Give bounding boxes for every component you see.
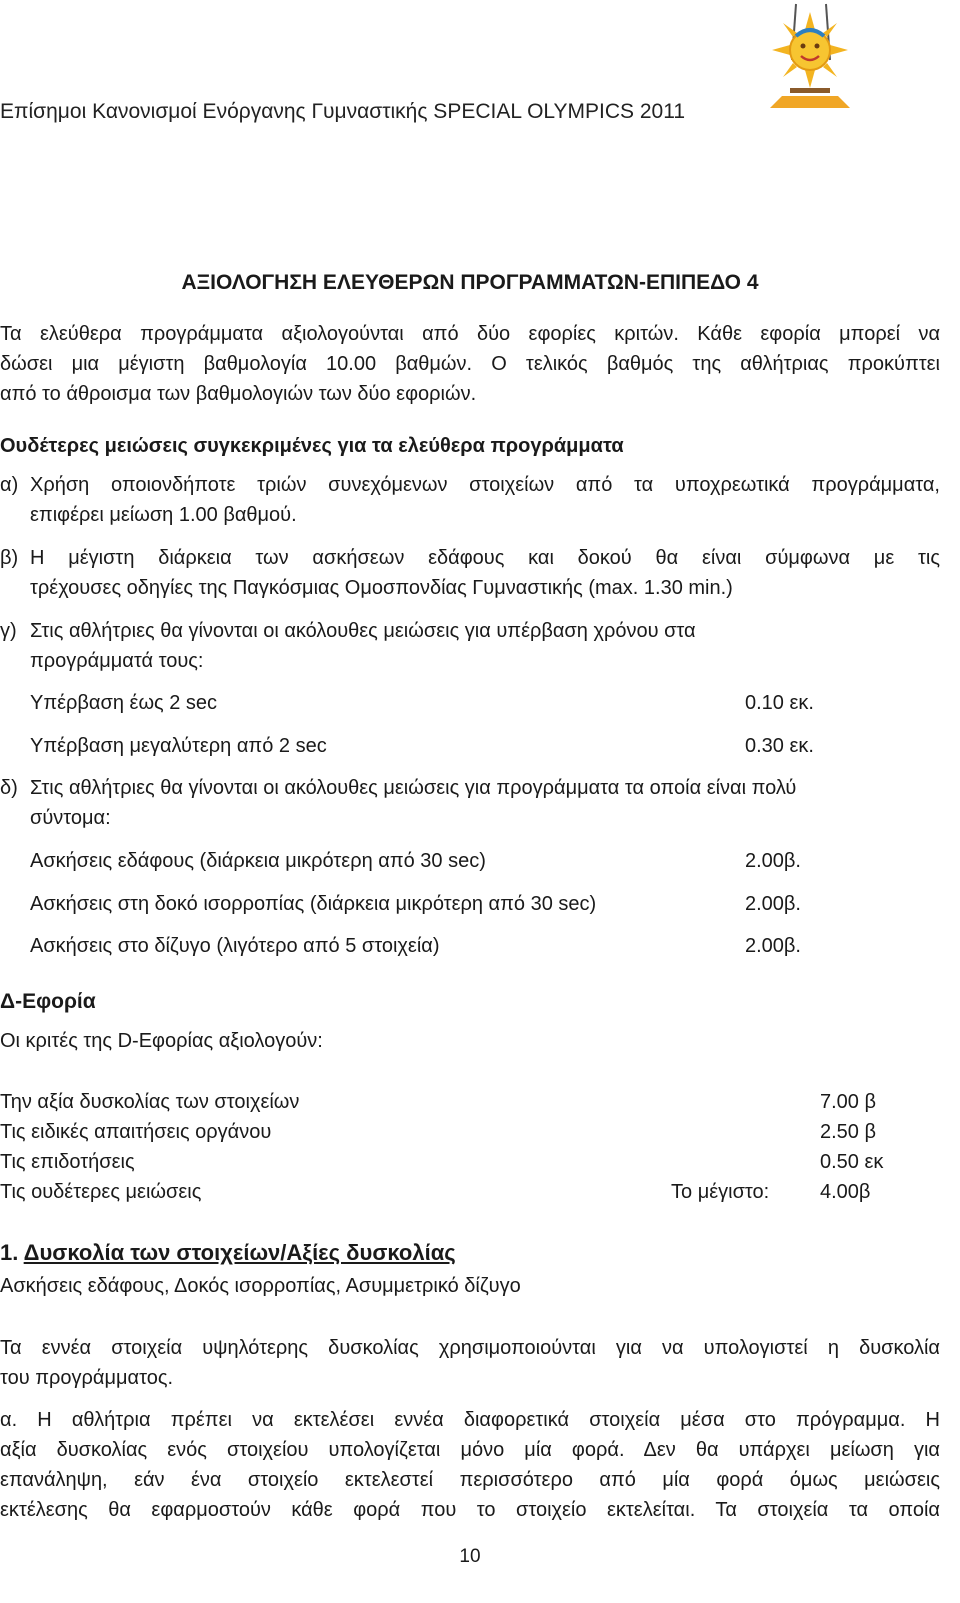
item-d-marker: δ) [0,777,18,799]
item-b-line-2: τρέχουσες οδηγίες της Παγκόσμιας Ομοσπονδίας Γυμναστικής (max. 1.30 min.) [30,577,733,599]
d-panel-row-value: 4.00β [820,1181,871,1203]
d-panel-row-label: Τις ουδέτερες μειώσεις [0,1181,202,1203]
section-1-para-line-1: Τα εννέα στοιχεία υψηλότερης δυσκολίας χρησιμοποιούνται για να υπολογιστεί η δυσκολία [0,1337,940,1359]
d-panel-row-value: 7.00 β [820,1091,876,1113]
d-panel-intro: Οι κριτές της D-Εφορίας αξιολογούν: [0,1030,323,1052]
page-title: ΑΞΙΟΛΟΓΗΣΗ ΕΛΕΥΘΕΡΩΝ ΠΡΟΓΡΑΜΜΑΤΩΝ-ΕΠΙΠΕΔΟ 4 [181,271,759,294]
short-program-row-value: 2.00β. [745,935,801,957]
section-1-subheading: Ασκήσεις εδάφους, Δοκός ισορροπίας, Ασυμμετρικό δίζυγο [0,1275,521,1297]
overtime-row-label: Υπέρβαση μεγαλύτερη από 2 sec [30,735,327,757]
overtime-row-value: 0.30 εκ. [745,735,814,757]
item-d-line-2: σύντομα: [30,807,111,829]
section-1-title: Δυσκολία των στοιχείων/Αξίες δυσκολίας [23,1240,456,1265]
short-program-row-label: Ασκήσεις εδάφους (διάρκεια μικρότερη από 30 sec) [30,850,486,872]
d-panel-row-label: Την αξία δυσκολίας των στοιχείων [0,1091,300,1113]
section-1-item-line-3: επανάληψη, εάν ένα στοιχείο εκτελεστεί περισσότερο από μία φορά όμως μειώσεις [0,1469,940,1491]
section-1-item-line-1: α. Η αθλήτρια πρέπει να εκτελέσει εννέα διαφορετικά στοιχεία μέσα στο πρόγραμμα. Η [0,1409,940,1431]
item-a-line-2: επιφέρει μείωση 1.00 βαθμού. [30,504,297,526]
item-d-line-1: Στις αθλήτριες θα γίνονται οι ακόλουθες μειώσεις για προγράμματα τα οποία είναι πολύ [30,777,797,799]
section-1-item-line-4: εκτέλεσης θα εφαρμοστούν κάθε φορά που το στοιχείο εκτελείται. Τα στοιχεία τα οποία [0,1499,940,1521]
item-a-line-1: Χρήση οποιονδήποτε τριών συνεχόμενων στοιχείων από τα υποχρεωτικά προγράμματα, [30,474,940,496]
d-panel-row-value: 2.50 β [820,1121,876,1143]
short-program-row-value: 2.00β. [745,893,801,915]
page-header: Επίσημοι Κανονισμοί Ενόργανης Γυμναστικής SPECIAL OLYMPICS 2011 [0,100,686,123]
page-number: 10 [459,1546,481,1567]
intro-line-3: από το άθροισμα των βαθμολογιών των δύο εφοριών. [0,383,477,405]
overtime-row-value: 0.10 εκ. [745,692,814,714]
short-program-row-label: Ασκήσεις στο δίζυγο (λιγότερο από 5 στοιχεία) [30,935,440,957]
short-program-row-value: 2.00β. [745,850,801,872]
item-a-marker: α) [0,474,19,496]
intro-line-2: δώσει μια μέγιστη βαθμολογία 10.00 βαθμών. Ο τελικός βαθμός της αθλήτριας προκύπτει [0,353,940,375]
special-olympics-sun-logo [760,0,860,115]
item-c-line-2: προγράμματά τους: [30,650,204,672]
d-panel-heading: Δ-Εφορία [0,990,96,1013]
item-b-line-1: Η μέγιστη διάρκεια των ασκήσεων εδάφους και δοκού θα είναι σύμφωνα με τις [30,547,940,569]
intro-line-1: Τα ελεύθερα προγράμματα αξιολογούνται από δύο εφορίες κριτών. Κάθε εφορία μπορεί να [0,323,940,345]
item-b-marker: β) [0,547,19,569]
d-panel-row-note: Το μέγιστο: [671,1181,770,1203]
section-1-heading [0,1237,456,1269]
item-c-line-1: Στις αθλήτριες θα γίνονται οι ακόλουθες μειώσεις για υπέρβαση χρόνου στα [30,620,696,642]
short-program-row-label: Ασκήσεις στη δοκό ισορροπίας (διάρκεια μικρότερη από 30 sec) [30,893,597,915]
d-panel-row-label: Τις ειδικές απαιτήσεις οργάνου [0,1121,272,1143]
item-c-marker: γ) [0,620,17,642]
section-1-para-line-2: του προγράμματος. [0,1367,174,1389]
overtime-row-label: Υπέρβαση έως 2 sec [30,692,218,714]
d-panel-row-value: 0.50 εκ [820,1151,884,1173]
section-1-item-line-2: αξία δυσκολίας ενός στοιχείου υπολογίζεται μόνο μία φορά. Δεν θα υπάρχει μείωση για [0,1439,940,1461]
neutral-deductions-heading: Ουδέτερες μειώσεις συγκεκριμένες για τα ελεύθερα προγράμματα [0,435,624,457]
section-1-number: 1. [0,1240,24,1265]
d-panel-row-label: Τις επιδοτήσεις [0,1151,135,1173]
